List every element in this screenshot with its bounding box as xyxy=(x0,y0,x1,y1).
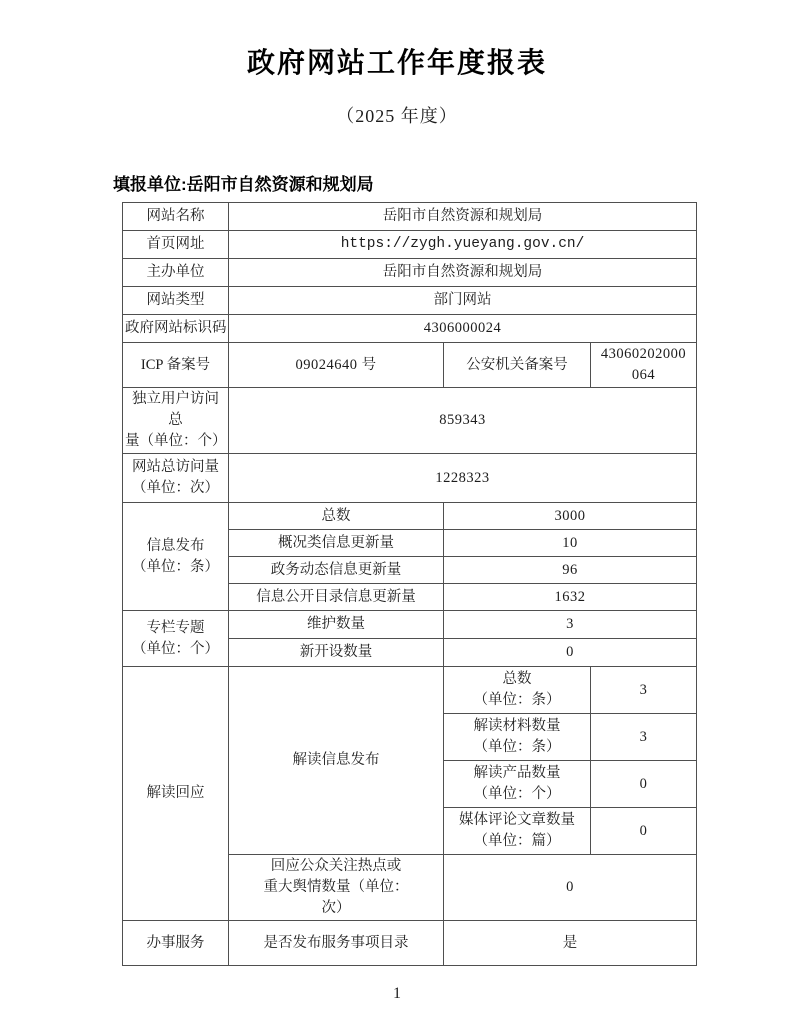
columns-new-value: 0 xyxy=(444,639,697,667)
interpretation-materials-label-line: 解读材料数量 xyxy=(473,718,561,735)
hotspot-response-value: 0 xyxy=(444,855,697,921)
info-publish-overview-value: 10 xyxy=(444,530,697,557)
police-record-value-line: 43060202000 xyxy=(600,346,687,362)
interpretation-materials-label xyxy=(444,714,591,761)
row-site-code xyxy=(123,315,697,343)
page-number: 1 xyxy=(393,985,401,1002)
interpretation-products-label xyxy=(444,761,591,808)
row-site-name xyxy=(123,203,697,231)
interpretation-media-value: 0 xyxy=(591,808,697,855)
site-code-value: 4306000024 xyxy=(229,315,697,343)
row-site-type xyxy=(123,287,697,315)
info-publish-total-label: 总数 xyxy=(229,503,444,530)
info-publish-total-value: 3000 xyxy=(444,503,697,530)
total-visits-value: 1228323 xyxy=(229,454,697,503)
columns-maintained-label: 维护数量 xyxy=(229,611,444,639)
interpretation-total-value: 3 xyxy=(591,667,697,714)
homepage-url-label: 首页网址 xyxy=(123,231,229,259)
reporting-unit: 填报单位:岳阳市自然资源和规划局 xyxy=(113,175,374,194)
site-type-label: 网站类型 xyxy=(123,287,229,315)
site-name-value: 岳阳市自然资源和规划局 xyxy=(229,203,697,231)
row-unique-visitors xyxy=(123,388,697,454)
info-publish-overview-label: 概况类信息更新量 xyxy=(229,530,444,557)
row-services xyxy=(123,921,697,966)
info-publish-group-label xyxy=(123,503,229,611)
info-publish-gov-news-label: 政务动态信息更新量 xyxy=(229,557,444,584)
columns-maintained-value: 3 xyxy=(444,611,697,639)
page-subtitle: （2025 年度） xyxy=(336,106,458,126)
unique-visitors-label-line: 量（单位：个） xyxy=(125,433,227,450)
site-type-value: 部门网站 xyxy=(229,287,697,315)
row-info-publish-total xyxy=(123,503,697,530)
special-columns-label-line: （单位：个） xyxy=(132,640,219,657)
info-publish-directory-value: 1632 xyxy=(444,584,697,611)
unique-visitors-label-line: 独立用户访问总 xyxy=(132,391,219,429)
row-interpretation-total xyxy=(123,667,697,714)
organizer-value: 岳阳市自然资源和规划局 xyxy=(229,259,697,287)
interpretation-total-label-line: （单位：条） xyxy=(473,692,561,709)
unique-visitors-value: 859343 xyxy=(229,388,697,454)
services-directory-value: 是 xyxy=(444,921,697,966)
interpretation-products-label-line: （单位：个） xyxy=(473,786,561,803)
police-record-label: 公安机关备案号 xyxy=(444,343,591,388)
special-columns-label-line: 专栏专题 xyxy=(146,619,205,636)
info-publish-directory-label: 信息公开目录信息更新量 xyxy=(229,584,444,611)
row-organizer xyxy=(123,259,697,287)
columns-new-label: 新开设数量 xyxy=(229,639,444,667)
interpretation-publish-label: 解读信息发布 xyxy=(229,667,444,855)
annual-report-table xyxy=(122,202,697,966)
interpretation-products-label-line: 解读产品数量 xyxy=(473,765,561,782)
interpretation-group-label: 解读回应 xyxy=(123,667,229,921)
hotspot-response-label-line: 回应公众关注热点或 xyxy=(270,858,402,875)
icp-value: 09024640 号 xyxy=(229,343,444,388)
interpretation-media-label-line: （单位：篇） xyxy=(473,833,561,850)
info-publish-label-line: 信息发布 xyxy=(146,537,205,554)
interpretation-media-label xyxy=(444,808,591,855)
total-visits-label-line: （单位：次） xyxy=(132,480,219,497)
row-columns-maintained xyxy=(123,611,697,639)
site-name-label: 网站名称 xyxy=(123,203,229,231)
interpretation-total-label-line: 总数 xyxy=(502,671,532,688)
interpretation-materials-value: 3 xyxy=(591,714,697,761)
organizer-label: 主办单位 xyxy=(123,259,229,287)
info-publish-label-line: （单位：条） xyxy=(132,558,219,575)
unique-visitors-label xyxy=(123,388,229,454)
hotspot-response-label xyxy=(229,855,444,921)
special-columns-group-label xyxy=(123,611,229,667)
total-visits-label-line: 网站总访问量 xyxy=(132,459,219,476)
row-icp xyxy=(123,343,697,388)
site-code-label: 政府网站标识码 xyxy=(123,315,229,343)
info-publish-gov-news-value: 96 xyxy=(444,557,697,584)
hotspot-response-label-line: 次） xyxy=(321,900,351,917)
interpretation-media-label-line: 媒体评论文章数量 xyxy=(459,812,575,829)
interpretation-materials-label-line: （单位：条） xyxy=(473,739,561,756)
services-group-label: 办事服务 xyxy=(123,921,229,966)
police-record-value-line: 064 xyxy=(631,367,656,384)
hotspot-response-label-line: 重大舆情数量（单位： xyxy=(263,879,409,896)
page-title: 政府网站工作年度报表 xyxy=(246,47,547,78)
row-homepage-url xyxy=(123,231,697,259)
interpretation-products-value: 0 xyxy=(591,761,697,808)
interpretation-total-label xyxy=(444,667,591,714)
row-total-visits xyxy=(123,454,697,503)
icp-label: ICP 备案号 xyxy=(123,343,229,388)
homepage-url-value: https://zygh.yueyang.gov.cn/ xyxy=(229,231,697,259)
police-record-value xyxy=(591,343,697,388)
services-directory-label: 是否发布服务事项目录 xyxy=(229,921,444,966)
total-visits-label xyxy=(123,454,229,503)
